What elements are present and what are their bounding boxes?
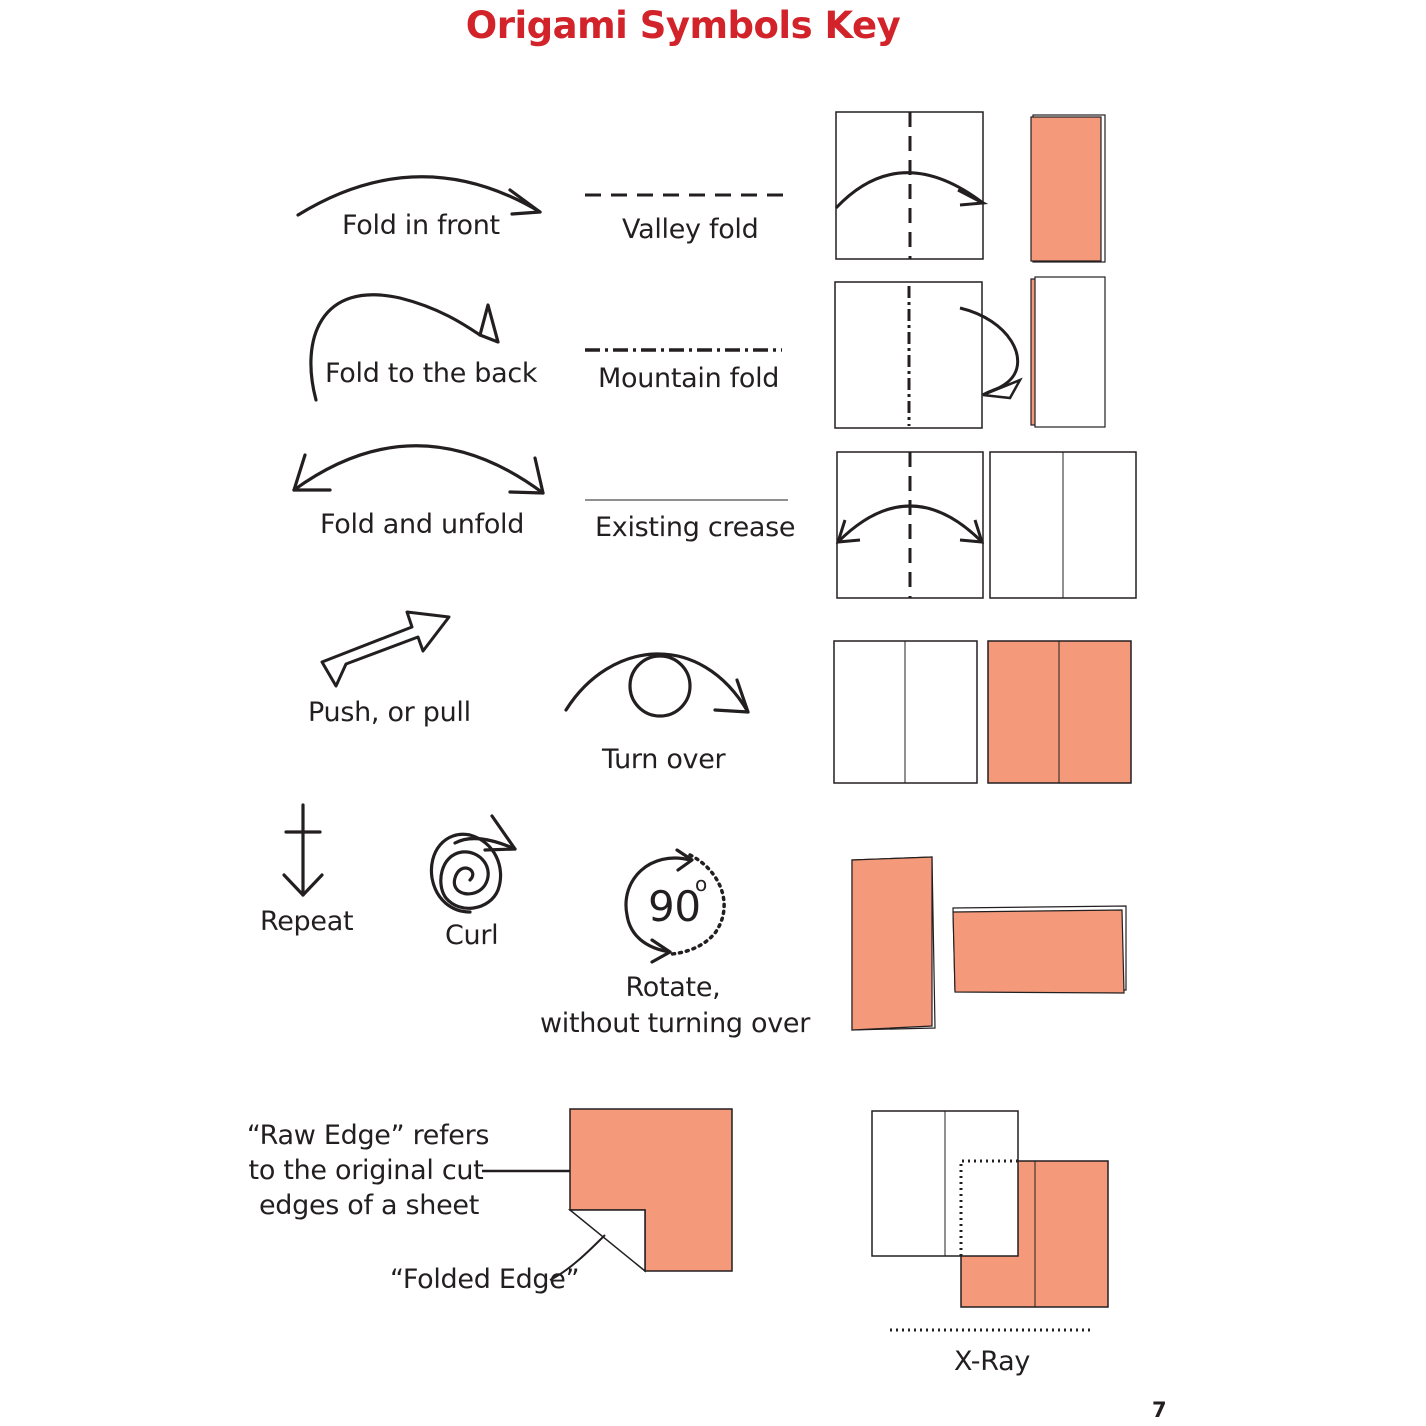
rotate-degrees-label: 90: [648, 882, 701, 931]
degree-symbol: o: [695, 872, 707, 896]
push-pull-arrow-icon: [322, 612, 449, 686]
rotate-example: [852, 857, 1126, 1030]
raw-edge-line2: to the original cut: [248, 1155, 484, 1186]
rotate-label-line1: Rotate,: [625, 972, 721, 1003]
page-title: Origami Symbols Key: [465, 4, 901, 47]
repeat-label: Repeat: [260, 906, 354, 937]
folded-edge-label: “Folded Edge”: [390, 1264, 580, 1295]
turn-over-label: Turn over: [602, 744, 726, 775]
xray-label: X-Ray: [953, 1346, 1031, 1377]
fold-unfold-example: [837, 452, 1136, 598]
push-pull-label: Push, or pull: [308, 697, 471, 728]
curl-spiral-icon: [431, 816, 515, 912]
xray-diagram: [872, 1111, 1108, 1330]
raw-edge-line3: edges of a sheet: [258, 1190, 480, 1221]
raw-folded-edge-diagram: [482, 1109, 732, 1280]
turn-over-example: [834, 641, 1131, 783]
valley-fold-label: Valley fold: [622, 214, 759, 245]
existing-crease-label: Existing crease: [595, 512, 796, 543]
fold-and-unfold-label: Fold and unfold: [320, 509, 525, 540]
raw-edge-line1: “Raw Edge” refers: [246, 1120, 490, 1151]
mountain-fold-example: [835, 277, 1105, 428]
repeat-arrow-icon: [284, 805, 322, 895]
valley-fold-example: [836, 112, 1105, 262]
turn-over-arrow-icon: [566, 654, 748, 716]
mountain-fold-label: Mountain fold: [598, 363, 780, 394]
fold-and-unfold-arrow-icon: [294, 446, 543, 493]
rotate-label-line2: without turning over: [539, 1008, 811, 1039]
fold-in-front-label: Fold in front: [342, 210, 500, 241]
curl-label: Curl: [445, 920, 499, 951]
page-number: 7: [1152, 1398, 1167, 1422]
fold-to-back-label: Fold to the back: [325, 358, 538, 389]
